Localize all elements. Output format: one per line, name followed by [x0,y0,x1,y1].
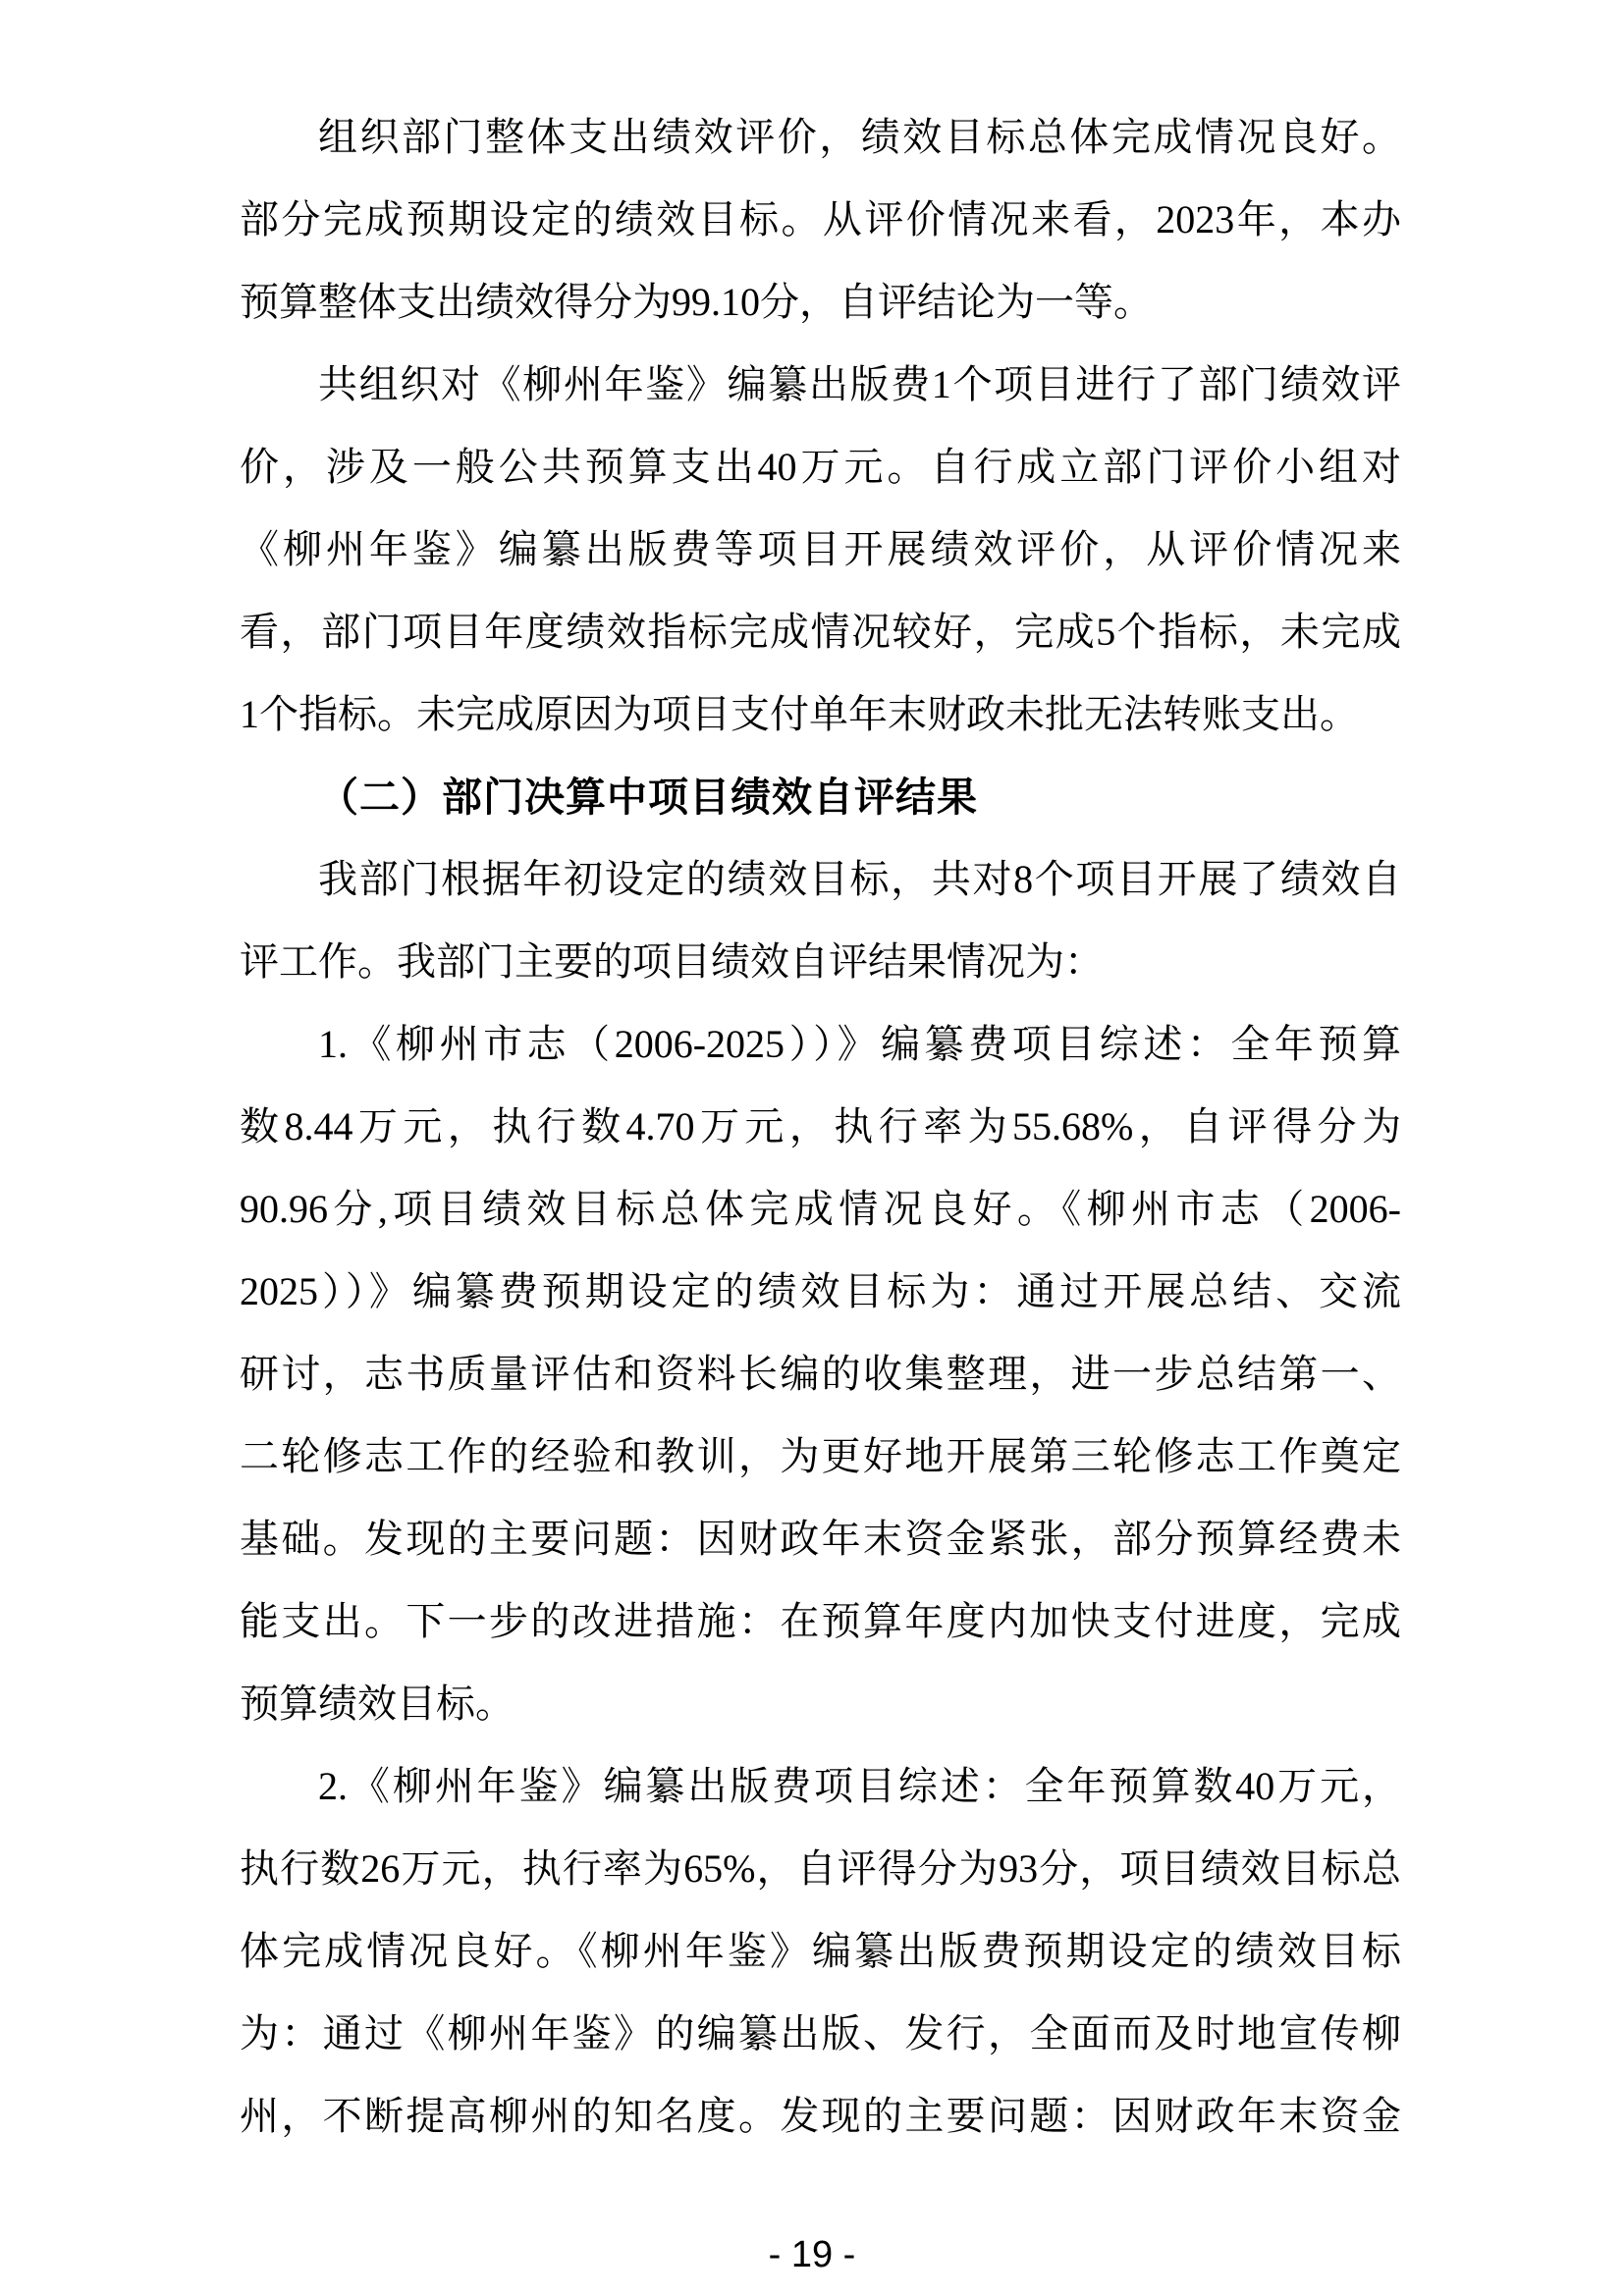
text-line: 共组织对《柳州年鉴》编纂出版费1个项目进行了部门绩效评 [318,362,1401,406]
text-line: 数8.44万元，执行数4.70万元，执行率为55.68%，自评得分为 [240,1104,1401,1148]
section-heading: （二）部门决算中项目绩效自评结果 [318,774,978,820]
page-number: - 19 - [768,2234,856,2275]
text-line: 价，涉及一般公共预算支出40万元。自行成立部门评价小组对 [240,445,1401,489]
text-line: 评工作。我部门主要的项目绩效自评结果情况为： [240,939,1104,984]
text-line: 《柳州年鉴》编纂出版费等项目开展绩效评价，从评价情况来 [240,527,1401,571]
text-line: 为：通过《柳州年鉴》的编纂出版、发行，全面而及时地宣传柳 [240,2011,1401,2056]
text-line: 2025））》编纂费预期设定的绩效目标为：通过开展总结、交流 [240,1269,1401,1313]
text-line: 看，部门项目年度绩效指标完成情况较好，完成5个指标，未完成 [240,610,1401,654]
text-line: 二轮修志工作的经验和教训，为更好地开展第三轮修志工作奠定 [240,1434,1401,1478]
text-line: 1个指标。未完成原因为项目支付单年末财政未批无法转账支出。 [240,692,1359,736]
text-line: 我部门根据年初设定的绩效目标，共对8个项目开展了绩效自 [318,857,1401,901]
text-line: 州，不断提高柳州的知名度。发现的主要问题：因财政年末资金 [240,2094,1401,2138]
text-line: 能支出。下一步的改进措施：在预算年度内加快支付进度，完成 [240,1599,1401,1643]
text-line: 90.96分,项目绩效目标总体完成情况良好。《柳州市志（2006- [240,1187,1401,1231]
text-line: 预算整体支出绩效得分为99.10分，自评结论为一等。 [240,280,1153,324]
text-line: 研讨，志书质量评估和资料长编的收集整理，进一步总结第一、 [240,1352,1401,1396]
text-line: 部分完成预期设定的绩效目标。从评价情况来看，2023年，本办 [240,197,1401,241]
text-block [240,96,1401,2158]
text-line: 2.《柳州年鉴》编纂出版费项目综述：全年预算数40万元， [318,1764,1401,1808]
text-line: 基础。发现的主要问题：因财政年末资金紧张，部分预算经费未 [240,1517,1401,1561]
page-footer [0,2220,1624,2289]
text-line: 组织部门整体支出绩效评价，绩效目标总体完成情况良好。 [318,115,1401,159]
text-line: 1.《柳州市志（2006-2025））》编纂费项目综述：全年预算 [318,1022,1401,1066]
text-line: 预算绩效目标。 [240,1682,514,1726]
text-line: 执行数26万元，执行率为65%，自评得分为93分，项目绩效目标总 [240,1846,1401,1891]
text-line: 体完成情况良好。《柳州年鉴》编纂出版费预期设定的绩效目标 [240,1929,1401,1973]
